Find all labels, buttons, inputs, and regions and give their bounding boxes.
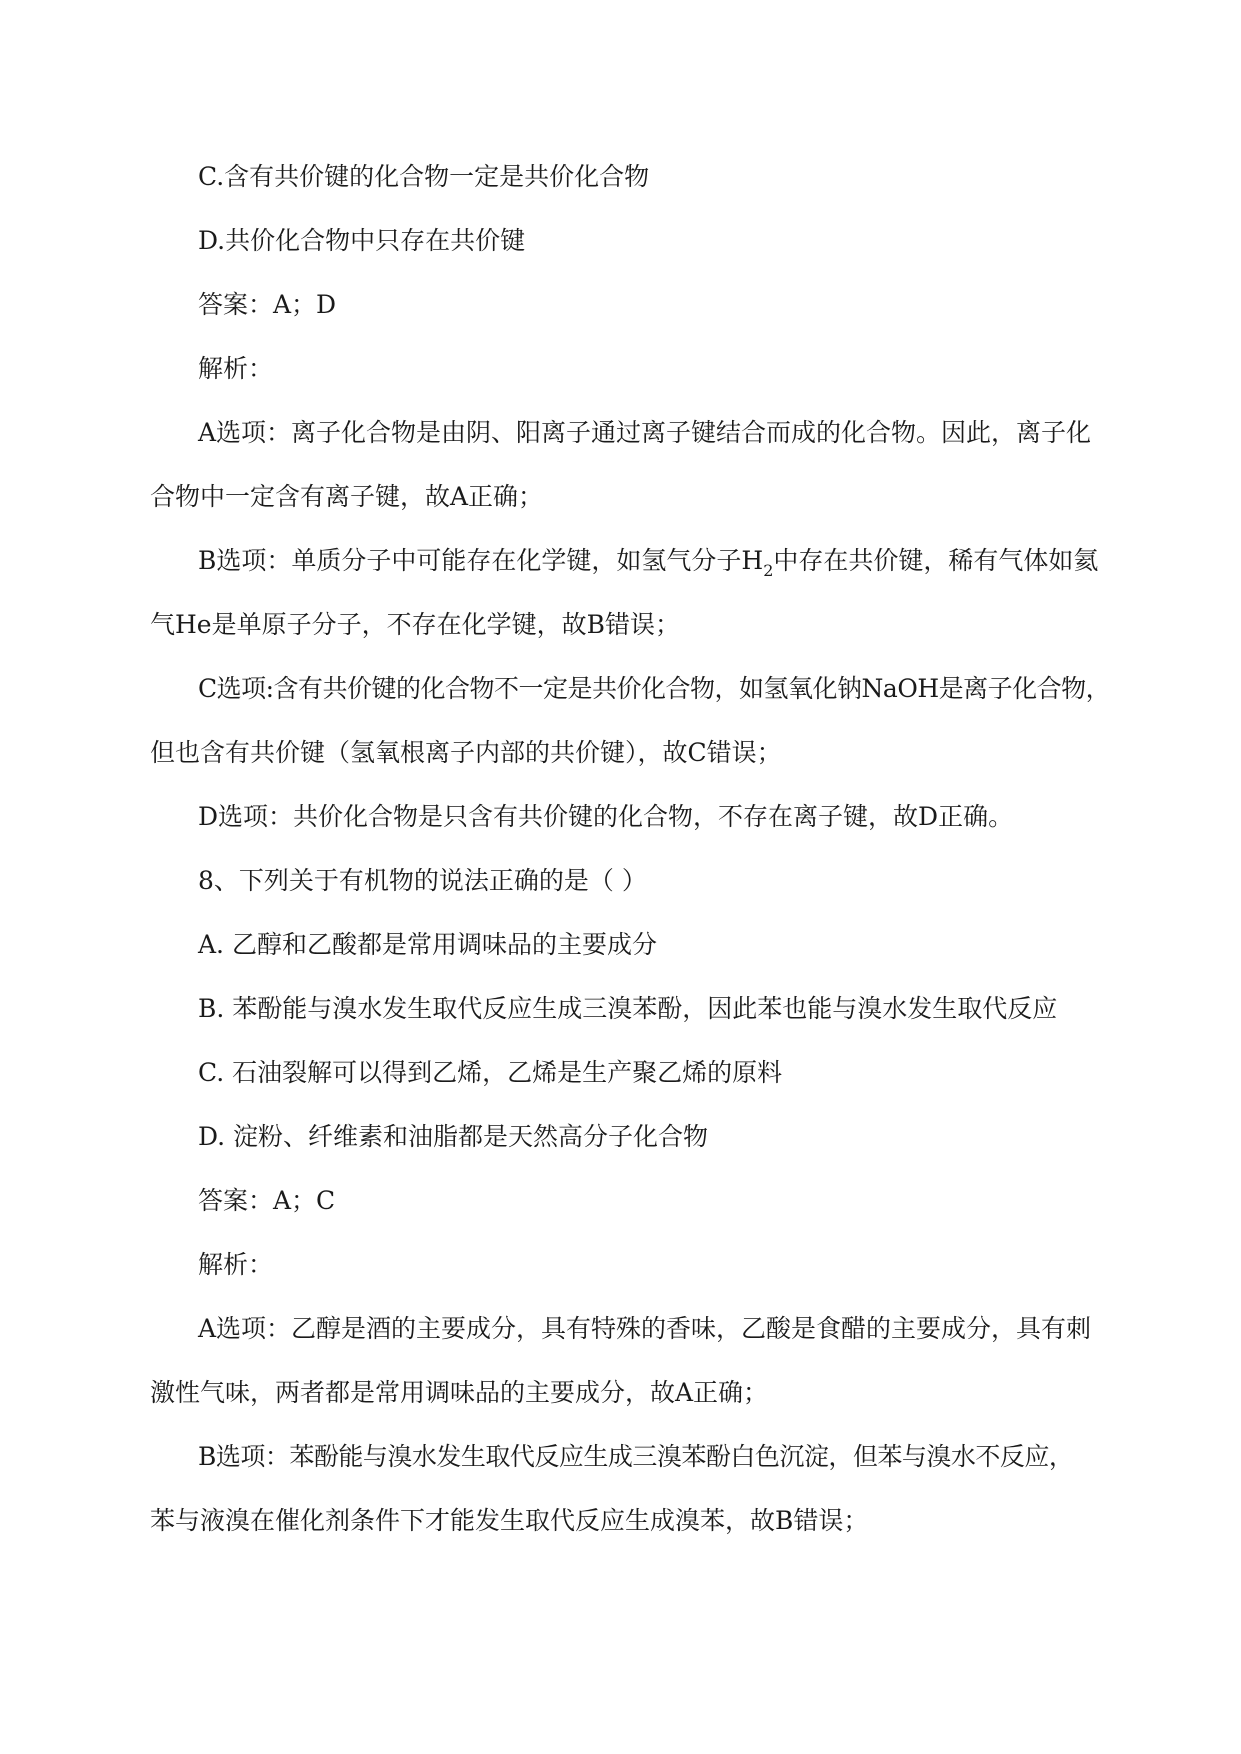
hydrogen-subscript: 2 xyxy=(763,561,774,580)
analysis-c-line-1: C选项:含有共价键的化合物不一定是共价化合物，如氢氧化钠NaOH是离子化合物， xyxy=(198,674,1111,703)
question-8-option-c: C. 石油裂解可以得到乙烯，乙烯是生产聚乙烯的原料 xyxy=(198,1058,783,1087)
analysis-a-line-2: 合物中一定含有离子键，故A正确； xyxy=(150,482,544,511)
question-8-answer: 答案：A；C xyxy=(198,1186,336,1215)
question-8-analysis-a-line-1: A选项：乙醇是酒的主要成分，具有特殊的香味，乙酸是食醋的主要成分，具有刺 xyxy=(198,1314,1092,1343)
option-d-line: D.共价化合物中只存在共价键 xyxy=(198,226,526,255)
question-8-option-b: B. 苯酚能与溴水发生取代反应生成三溴苯酚，因此苯也能与溴水发生取代反应 xyxy=(198,994,1058,1023)
document-body xyxy=(150,145,1111,1553)
option-c-line: C.含有共价键的化合物一定是共价化合物 xyxy=(198,162,650,191)
hydrogen-symbol: H xyxy=(741,546,764,575)
question-8-stem: 8、下列关于有机物的说法正确的是（ ） xyxy=(198,866,647,895)
answer-line: 答案：A；D xyxy=(198,290,337,319)
hydrogen-formula xyxy=(741,546,774,580)
analysis-b-line-1 xyxy=(150,529,1099,593)
analysis-b-text-after: 中存在共价键，稀有气体如氦 xyxy=(773,546,1099,575)
analysis-c-line-2: 但也含有共价键（氢氧根离子内部的共价键），故C错误； xyxy=(150,738,782,767)
question-8-analysis-b-line-2: 苯与液溴在催化剂条件下才能发生取代反应生成溴苯，故B错误； xyxy=(150,1506,869,1535)
question-8-option-d: D. 淀粉、纤维素和油脂都是天然高分子化合物 xyxy=(198,1122,709,1151)
analysis-d-line: D选项：共价化合物是只含有共价键的化合物，不存在离子键，故D正确。 xyxy=(198,802,1014,831)
analysis-a-line-1: A选项：离子化合物是由阴、阳离子通过离子键结合而成的化合物。因此，离子化 xyxy=(198,418,1092,447)
analysis-b-text-before: B选项：单质分子中可能存在化学键，如氢气分子 xyxy=(198,546,742,575)
question-8-analysis-heading: 解析： xyxy=(198,1250,274,1279)
analysis-heading: 解析： xyxy=(198,354,274,383)
question-8-analysis-b-line-1: B选项：苯酚能与溴水发生取代反应生成三溴苯酚白色沉淀，但苯与溴水不反应， xyxy=(198,1442,1074,1471)
question-8-option-a: A. 乙醇和乙酸都是常用调味品的主要成分 xyxy=(198,930,657,959)
analysis-b-line-2: 气He是单原子分子，不存在化学键，故B错误； xyxy=(150,610,680,639)
question-8-analysis-a-line-2: 激性气味，两者都是常用调味品的主要成分，故A正确； xyxy=(150,1378,769,1407)
